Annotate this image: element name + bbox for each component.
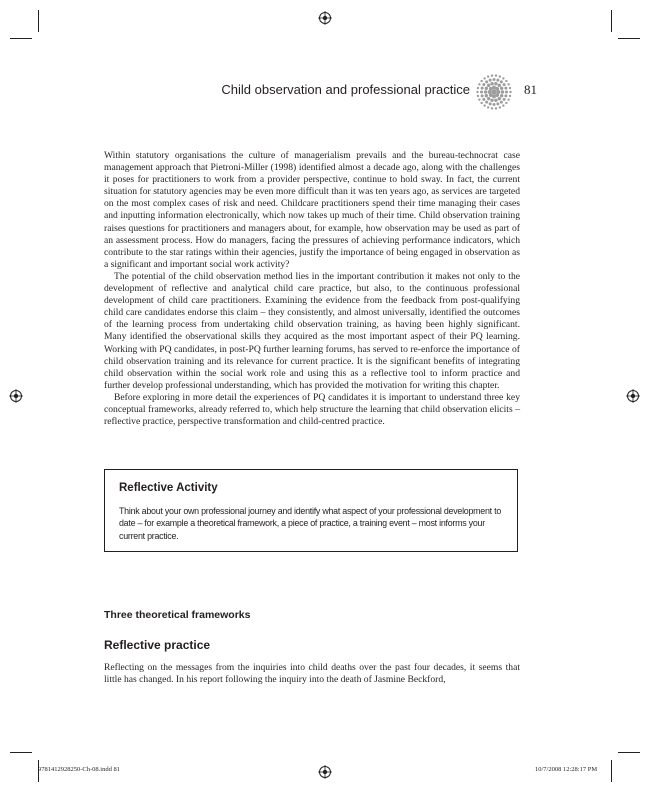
ornament-dot	[478, 83, 480, 85]
ornament-dot	[490, 82, 493, 85]
section-heading: Three theoretical frameworks	[104, 609, 251, 621]
ornament-dot	[487, 84, 490, 87]
ornament-dot	[504, 94, 507, 97]
ornament-dot	[509, 95, 511, 97]
registration-mark-left-icon	[9, 389, 23, 403]
ornament-dot	[480, 102, 482, 104]
ornament-dot	[502, 77, 504, 79]
ornament-dot	[483, 104, 485, 106]
ornament-dot	[477, 95, 479, 97]
ornament-dot	[476, 91, 478, 93]
ornament-dot	[491, 107, 493, 109]
crop-mark-top-right-v	[611, 10, 612, 32]
ornament-dot	[504, 87, 507, 90]
reflective-activity-box	[104, 469, 518, 552]
ornament-dot	[485, 80, 488, 83]
ornament-dot	[487, 106, 489, 108]
ornament-dot	[496, 102, 499, 105]
ornament-dot	[505, 91, 508, 94]
ornament-dot	[483, 77, 485, 79]
ornament-dot	[499, 75, 501, 77]
ornament-dot	[494, 82, 497, 85]
ornament-dot	[505, 80, 507, 82]
registration-mark-bottom-icon	[318, 765, 332, 779]
ornament-dot	[503, 83, 506, 86]
ornament-dot	[493, 103, 496, 106]
ornament-dot	[480, 91, 483, 94]
ornament-dot	[495, 87, 499, 91]
subsection-heading: Reflective practice	[104, 638, 211, 652]
crop-mark-top-left-v	[38, 10, 39, 32]
ornament-dot	[500, 94, 503, 97]
ornament-dot	[477, 87, 479, 89]
section-paragraph: Reflecting on the messages from the inquiries into child deaths over the past four decades, it seems that little has changed. In his report following the inquiry into the death of Jasmine Beckford,	[104, 662, 520, 686]
crop-mark-bottom-right-h	[618, 752, 640, 753]
ornament-dot	[487, 97, 490, 100]
dotted-circle-ornament-icon	[474, 72, 514, 112]
ornament-dot	[485, 87, 488, 90]
ornament-dot	[509, 91, 511, 93]
ornament-dot	[498, 97, 501, 100]
crop-mark-bottom-right-v	[611, 760, 612, 782]
ornament-dot	[491, 74, 493, 76]
ornament-dot	[481, 94, 484, 97]
ornament-dot	[503, 98, 506, 101]
ornament-dot	[490, 99, 493, 102]
ornament-dot	[507, 83, 509, 85]
ornament-dot	[481, 87, 484, 90]
paragraph-2: The potential of the child observation method lies in the important contribution it makes not only to the development of reflective and analytical child care practice, but also, to the continuous professional development of child care practitioners. Examining the evidence from the feedback from post-qualifying child care candidates endorse this claim – they consistently, and almost universally, identified the outcomes of the learning process from undertaking child observation training, as having been highly significant. Many identified the observational skills they acquired as the most important aspect of their PQ learning. Working with PQ candidates, in post-PQ further learning forums, has served to re-enforce the importance of child observation training and its relevance for current practice. It is the significant benefits of integrating child observation within the social work role and using this as a reflective tool to inform practice and further develop professional understanding, which has provided the motivation for writing this chapter.	[104, 270, 520, 391]
page-number: 81	[524, 82, 537, 97]
ornament-dot	[489, 102, 492, 105]
ornament-dot	[494, 99, 497, 102]
crop-mark-top-left-h	[10, 38, 32, 39]
reflective-activity-text: Think about your own professional journey and identify what aspect of your professional development to date – for example a theoretical framework, a piece of practice, a training event – most informs your current practice.	[119, 506, 502, 541]
ornament-dot	[478, 98, 480, 100]
crop-mark-top-right-h	[618, 38, 640, 39]
ornament-dot	[507, 98, 509, 100]
paragraph-3: Before exploring in more detail the experiences of PQ candidates it is important to understand three key conceptual frameworks, already referred to, which help structure the learning that child observation elicits – reflective practice, perspective transformation and child-centred practice.	[104, 391, 520, 428]
slug-filename: 9781412928250-Ch-08.indd 81	[38, 766, 120, 773]
ornament-dot	[505, 102, 507, 104]
reflective-activity-title: Reflective Activity	[119, 482, 218, 494]
ornament-dot	[495, 74, 497, 76]
ornament-dot	[499, 106, 501, 108]
ornament-dot	[480, 80, 482, 82]
ornament-dot	[485, 94, 488, 97]
registration-mark-top-icon	[318, 11, 332, 25]
ornament-dot	[498, 84, 501, 87]
ornament-dot	[491, 89, 496, 94]
slug-timestamp: 10/7/2008 12:28:17 PM	[535, 766, 598, 773]
ornament-dot	[482, 98, 485, 101]
ornament-dot	[502, 104, 504, 106]
ornament-dot	[496, 79, 499, 82]
body-text	[104, 150, 520, 428]
ornament-dot	[493, 78, 496, 81]
ornament-dot	[489, 79, 492, 82]
running-head-title: Child observation and professional practice	[221, 82, 470, 97]
registration-mark-right-icon	[626, 389, 640, 403]
ornament-dot	[501, 90, 504, 93]
ornament-dot	[482, 83, 485, 86]
crop-mark-bottom-left-h	[10, 752, 32, 753]
paragraph-1: Within statutory organisations the culture of managerialism prevails and the bureau-technocrat case management approach that Pietroni-Miller (1998) identified almost a decade ago, along with the challenges it poses for practitioners to work from a provider perspective, continue to hold sway. In fact, the current situation for statutory agencies may be even more difficult than it was ten years ago, as services are targeted on the most complex cases of risk and need. Childcare practitioners spend their time managing their cases and inputting information electronically, which now takes up much of their time. Child observation training raises questions for practitioners and managers about, for example, how observation may be used as part of an assessment process. How do managers, facing the pressures of achieving performance indicators, which contribute to the star ratings within their agencies, justify the importance of being engaged in observation as a significant and important social work activity?	[104, 150, 520, 270]
ornament-dot	[509, 87, 511, 89]
ornament-dot	[484, 90, 487, 93]
ornament-dot	[485, 101, 488, 104]
ornament-dot	[487, 75, 489, 77]
ornament-dot	[500, 101, 503, 104]
ornament-dot	[500, 87, 503, 90]
ornament-dot	[495, 107, 497, 109]
ornament-dot	[500, 80, 503, 83]
